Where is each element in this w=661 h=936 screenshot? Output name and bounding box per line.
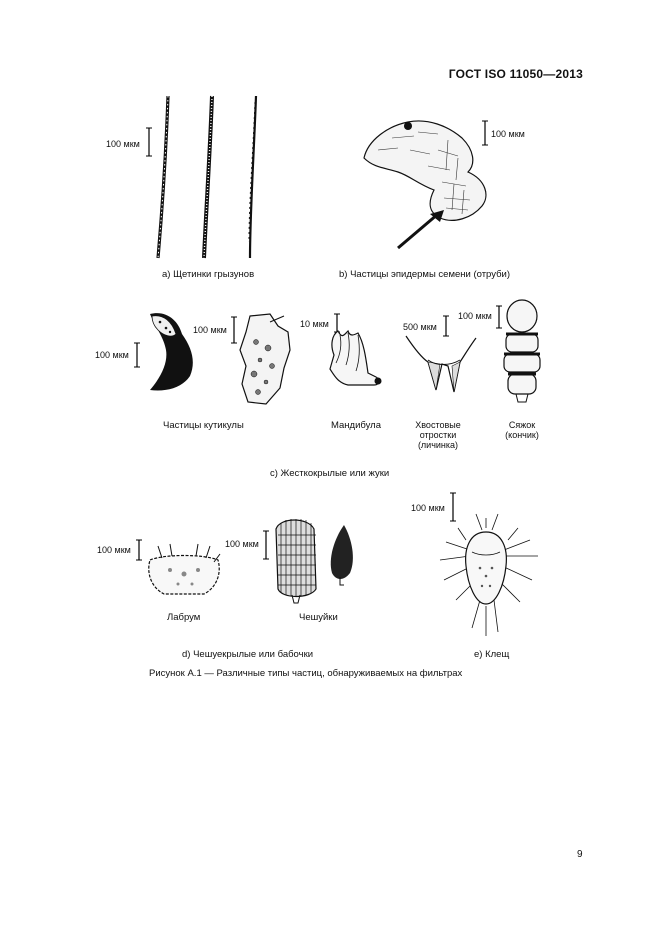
- butterfly-scales-illustration: [270, 515, 360, 607]
- labrum-illustration: [144, 540, 224, 598]
- label-labrum: Лабрум: [167, 612, 201, 623]
- antenna-tip-illustration: [500, 298, 544, 404]
- scale-label-c-mandible: 10 мкм: [300, 319, 329, 329]
- label-tail-line-1: Хвостовые: [415, 420, 461, 430]
- scale-label-c-cuticle-1: 100 мкм: [95, 350, 129, 360]
- caption-panel-d: d) Чешуекрылые или бабочки: [182, 649, 314, 660]
- caption-panel-c: c) Жесткокрылые или жуки: [270, 468, 390, 479]
- scale-label-e: 100 мкм: [411, 503, 445, 513]
- label-tail-line-2: отростки: [419, 430, 457, 440]
- scale-bar-b: [482, 121, 488, 147]
- mandible-illustration: [320, 325, 386, 387]
- cuticle-particle-dark-illustration: [142, 310, 200, 392]
- label-antenna-line-1: Сяжок: [508, 420, 536, 430]
- caption-panel-e: e) Клещ: [474, 649, 510, 660]
- page-number: 9: [577, 849, 583, 860]
- scale-label-d-labrum: 100 мкм: [97, 545, 131, 555]
- caption-panel-a: a) Щетинки грызунов: [162, 269, 255, 280]
- standard-header: ГОСТ ISO 11050—2013: [448, 67, 583, 81]
- scale-label-c-tail: 500 мкм: [403, 322, 437, 332]
- scale-label-c-cuticle-2: 100 мкм: [193, 325, 227, 335]
- mite-illustration: [436, 510, 546, 640]
- scale-label-a: 100 мкм: [106, 139, 140, 149]
- scale-bar-d-labrum: [136, 540, 142, 562]
- rodent-hair-illustration: [150, 92, 270, 262]
- caption-panel-b: b) Частицы эпидермы семени (отруби): [339, 269, 510, 280]
- label-antenna-line-2: (кончик): [505, 430, 539, 440]
- tail-processes-illustration: [400, 332, 480, 394]
- label-antenna: [497, 420, 547, 440]
- figure-caption: Рисунок А.1 — Различные типы частиц, обнаруживаемых на фильтрах: [149, 668, 463, 679]
- label-tail-processes: [408, 420, 468, 450]
- seed-epidermis-illustration: [358, 110, 498, 255]
- scale-bar-d-scales: [263, 531, 269, 561]
- label-cuticle-particles: Частицы кутикулы: [163, 420, 244, 431]
- label-scales: Чешуйки: [299, 612, 338, 623]
- cuticle-particle-light-illustration: [234, 312, 294, 408]
- label-mandible: Мандибула: [331, 420, 382, 431]
- scale-bar-c-cuticle-1: [134, 343, 140, 369]
- scale-label-c-antenna: 100 мкм: [458, 311, 492, 321]
- scale-label-b: 100 мкм: [491, 129, 525, 139]
- scale-label-d-scales: 100 мкм: [225, 539, 259, 549]
- label-tail-line-3: (личинка): [417, 440, 459, 450]
